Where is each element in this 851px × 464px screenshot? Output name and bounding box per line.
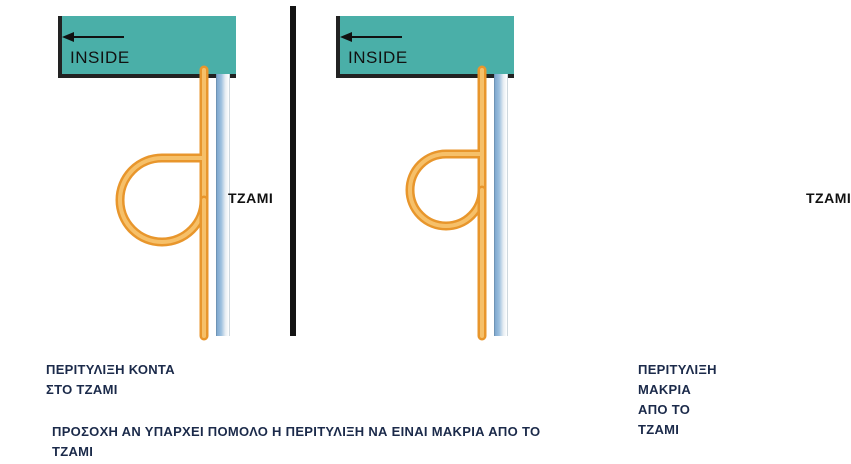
cord-loop-right	[358, 70, 518, 350]
glass-label-left: ΤΖΑΜΙ	[228, 190, 274, 206]
frame-edge-right	[336, 16, 340, 74]
warning-note: ΠΡΟΣΟΧΗ ΑΝ ΥΠΑΡΧΕΙ ΠΟΜΟΛΟ Η ΠΕΡΙΤΥΛΙΞΗ ΝΑ ΕΙΝΑΙ ΜΑΚΡΙΑ ΑΠΟ ΤΟ ΤΖΑΜΙ	[52, 424, 541, 459]
glass-label-right: ΤΖΑΜΙ	[806, 190, 851, 206]
caption-right-line2: ΑΠΟ ΤΟ ΤΖΑΜΙ	[638, 402, 691, 437]
caption-left-line1: ΠΕΡΙΤΥΛΙΞΗ ΚΟΝΤΑ	[46, 362, 175, 377]
caption-right	[638, 360, 717, 440]
window-frame-left	[58, 16, 236, 78]
arrow-left-icon	[340, 30, 406, 44]
frame-edge-left	[58, 16, 62, 74]
inside-label-left: INSIDE	[70, 48, 130, 67]
inside-label-right: INSIDE	[348, 48, 408, 67]
caption-left-line2: ΣΤΟ ΤΖΑΜΙ	[46, 382, 118, 397]
cord-loop-left	[80, 70, 240, 350]
caption-right-line1: ΠΕΡΙΤΥΛΙΞΗ ΜΑΚΡΙΑ	[638, 362, 717, 397]
panel-left	[0, 0, 290, 400]
caption-left	[46, 360, 175, 400]
arrow-left-icon	[62, 30, 128, 44]
panel-right	[296, 0, 851, 437]
window-frame-right	[336, 16, 514, 78]
